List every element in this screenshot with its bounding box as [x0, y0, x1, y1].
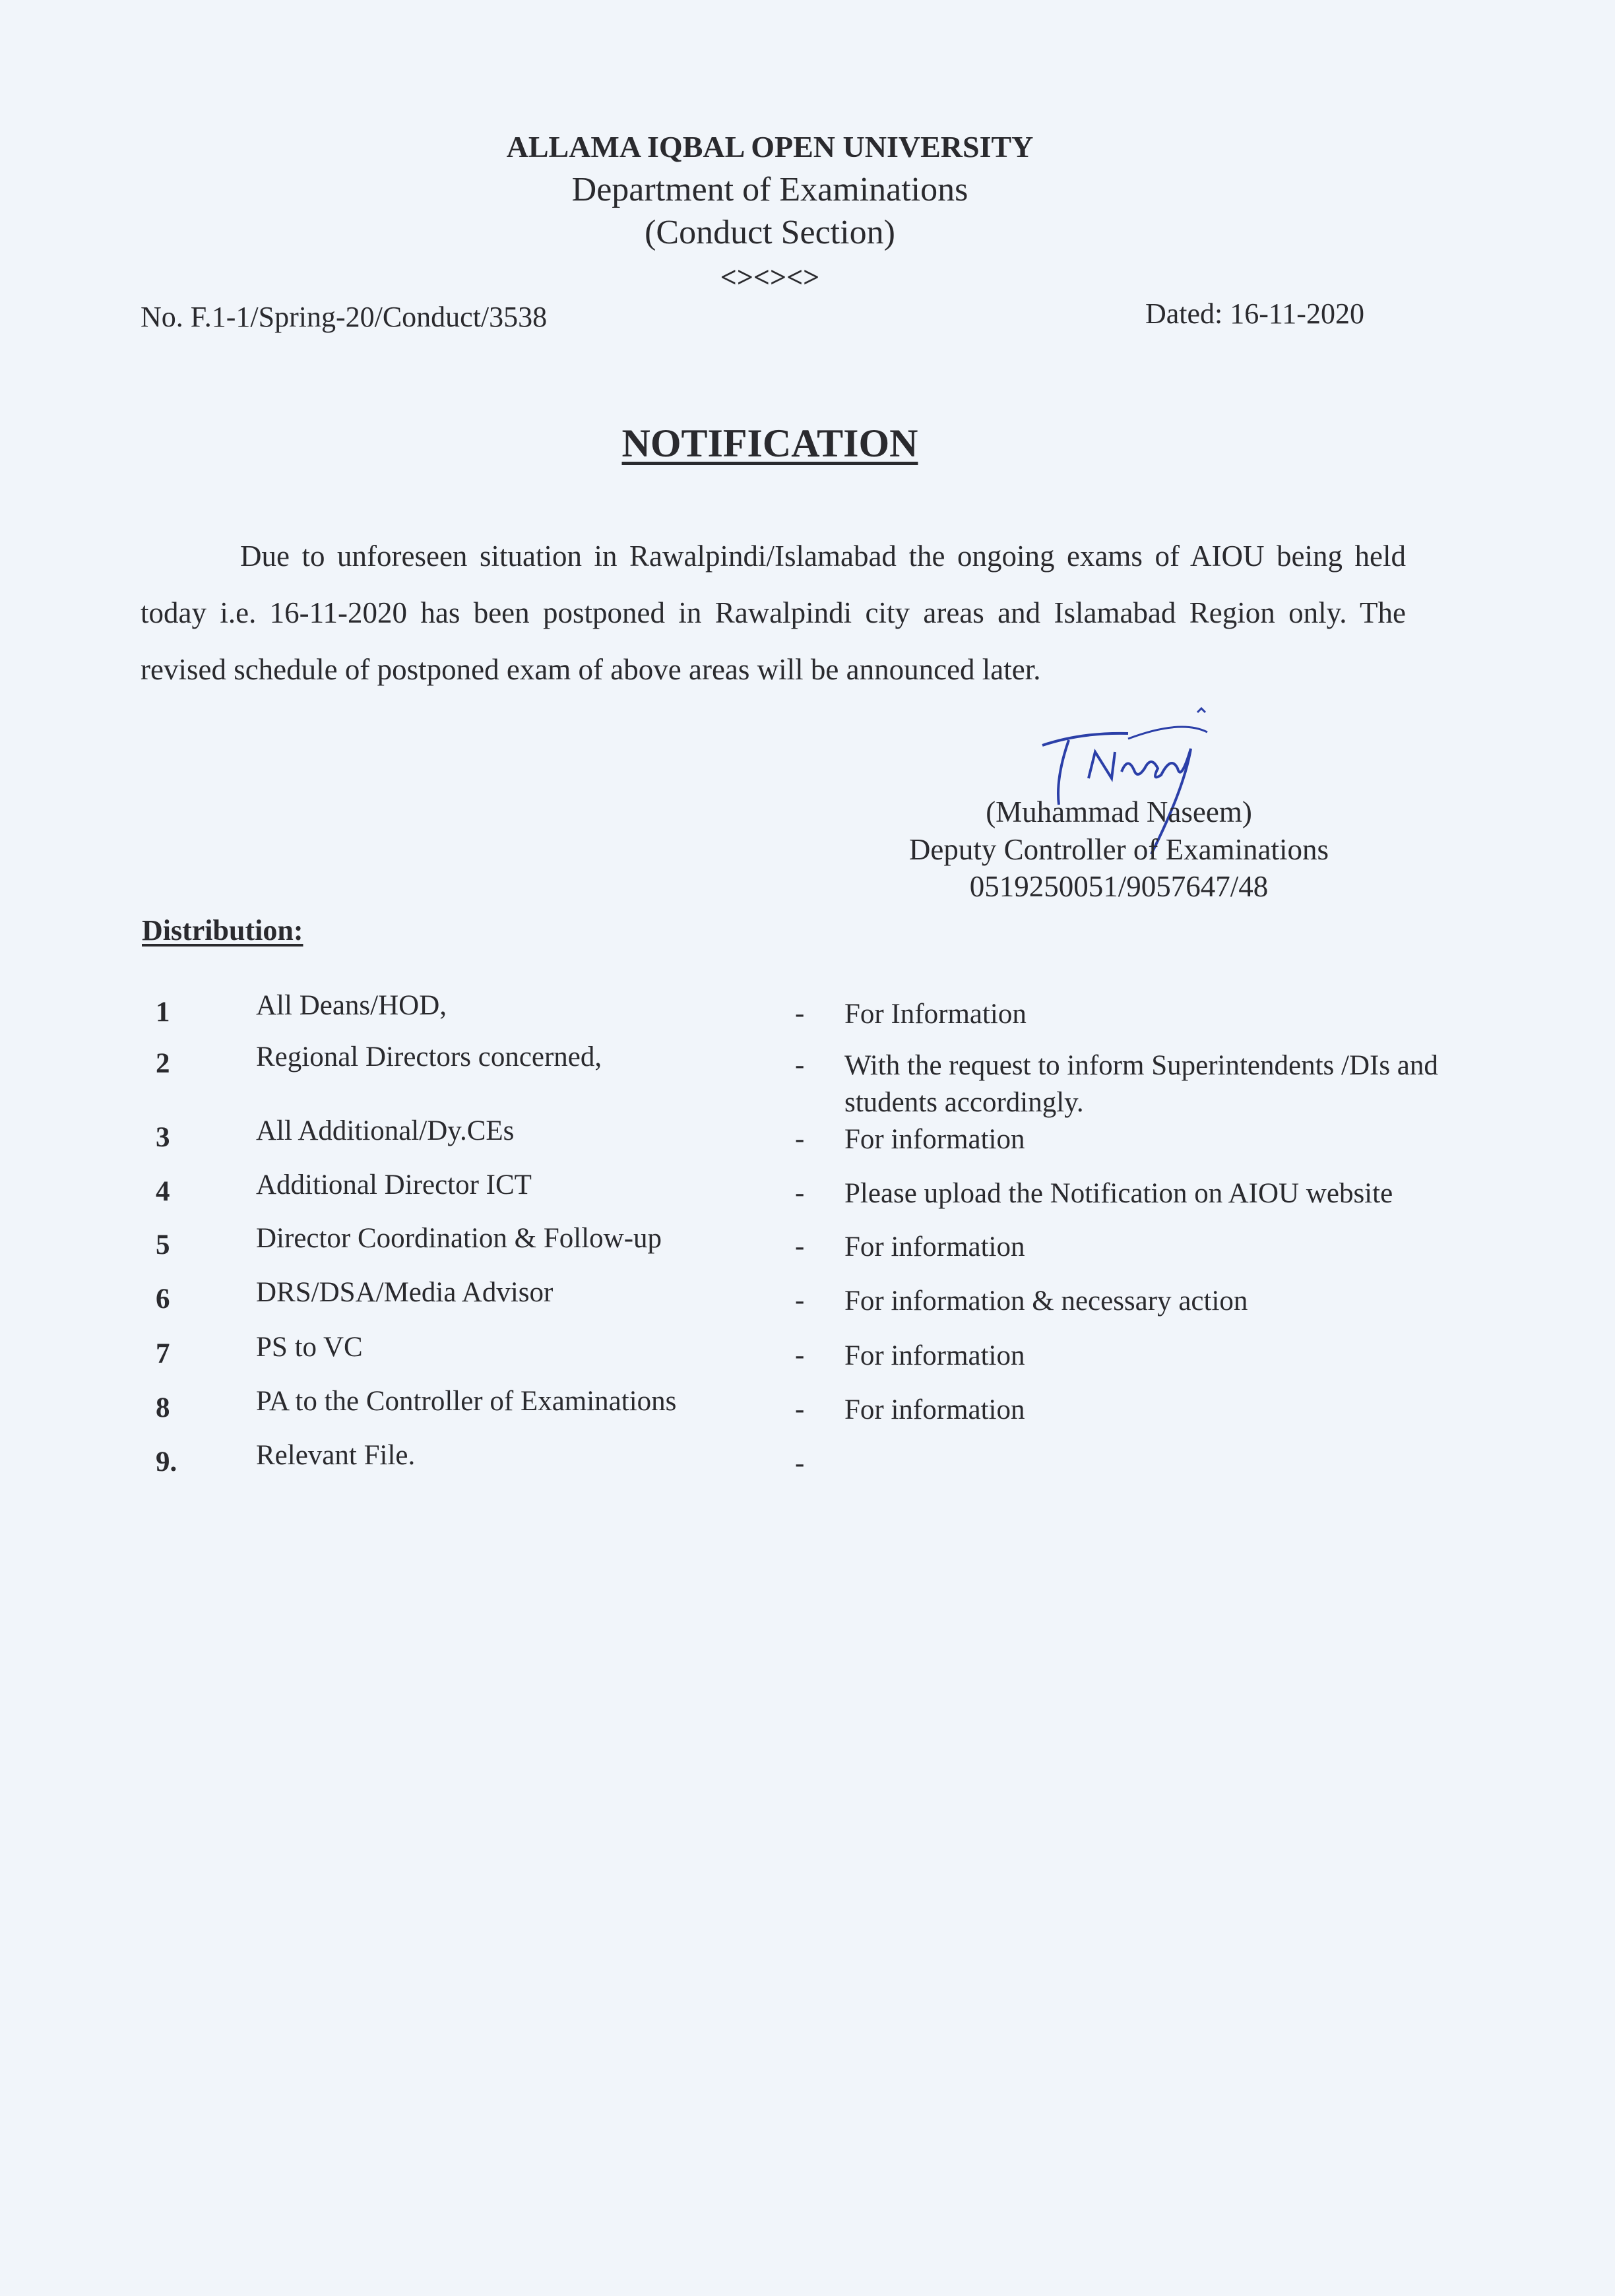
recipient: Relevant File.	[256, 1440, 416, 1471]
dash: -	[795, 1123, 805, 1154]
item-number: 6	[156, 1284, 170, 1315]
university-name: ALLAMA IQBAL OPEN UNIVERSITY	[506, 130, 1034, 164]
dash: -	[795, 1177, 805, 1208]
purpose: With the request to inform Superintendents /DIs and students accordingly.	[844, 1050, 1438, 1118]
purpose: For information	[844, 1231, 1025, 1262]
recipient: All Additional/Dy.CEs	[256, 1115, 515, 1146]
item-number: 8	[156, 1392, 170, 1423]
distribution-heading: Distribution:	[142, 914, 303, 946]
purpose: Please upload the Notification on AIOU website	[844, 1178, 1393, 1209]
section-name: (Conduct Section)	[645, 214, 895, 251]
dash: -	[795, 1231, 805, 1262]
item-number: 4	[156, 1176, 170, 1207]
dash: -	[795, 1394, 805, 1425]
item-number: 9.	[156, 1446, 177, 1477]
signatory-phone: 0519250051/9057647/48	[969, 870, 1269, 903]
purpose: For Information	[844, 999, 1027, 1030]
dash: -	[795, 1340, 805, 1371]
recipient: PA to the Controller of Examinations	[256, 1386, 677, 1417]
ornament: <><><>	[720, 261, 820, 294]
item-number: 1	[156, 997, 170, 1028]
dash: -	[795, 998, 805, 1029]
recipient: Additional Director ICT	[256, 1169, 532, 1200]
signatory-name: (Muhammad Naseem)	[986, 795, 1252, 828]
item-number: 5	[156, 1229, 170, 1260]
purpose: For information	[844, 1124, 1025, 1155]
notification-title: NOTIFICATION	[621, 421, 918, 465]
notification-body: Due to unforeseen situation in Rawalpindi/Islamabad the ongoing exams of AIOU being held today i.e. 16-11-2020 has been postponed in Rawalpindi city areas and Islamabad Region only. The revised schedule of postponed exam of above areas will be announced later.	[141, 540, 1406, 686]
item-number: 7	[156, 1338, 170, 1369]
purpose: For information	[844, 1340, 1025, 1371]
recipient: Regional Directors concerned,	[256, 1041, 602, 1072]
purpose: For information	[844, 1394, 1025, 1425]
dash: -	[795, 1049, 805, 1080]
reference-number: No. F.1-1/Spring-20/Conduct/3538	[141, 301, 548, 333]
recipient: PS to VC	[256, 1332, 363, 1363]
item-number: 3	[156, 1122, 170, 1153]
purpose: For information & necessary action	[844, 1286, 1248, 1317]
signatory-designation: Deputy Controller of Examinations	[908, 833, 1329, 866]
recipient: DRS/DSA/Media Advisor	[256, 1277, 554, 1308]
dash: -	[795, 1448, 805, 1479]
item-number: 2	[156, 1048, 170, 1079]
recipient: Director Coordination & Follow-up	[256, 1223, 662, 1254]
recipient: All Deans/HOD,	[256, 990, 447, 1021]
dash: -	[795, 1285, 805, 1316]
department-name: Department of Examinations	[571, 171, 968, 208]
date: Dated: 16-11-2020	[1145, 297, 1364, 330]
